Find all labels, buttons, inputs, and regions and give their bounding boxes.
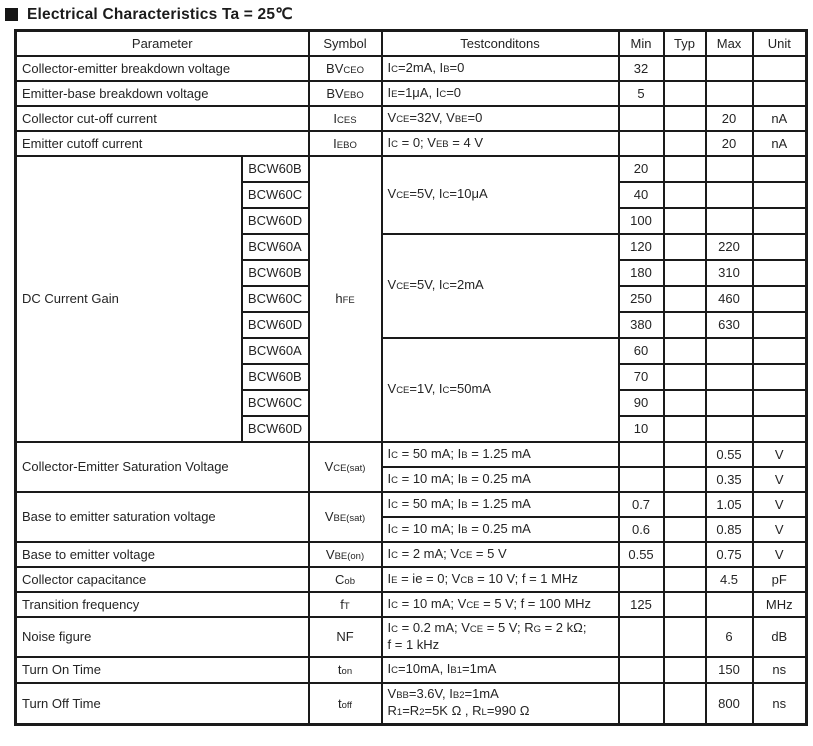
symbol-cell: VCE(sat): [309, 442, 382, 492]
unit-cell: [753, 260, 807, 286]
typ-cell: [664, 312, 706, 338]
condition-cell: IC = 2 mA; VCE = 5 V: [382, 542, 619, 567]
parameter-cell: Turn Off Time: [16, 683, 309, 725]
min-cell: 100: [619, 208, 664, 234]
model-cell: BCW60A: [242, 234, 309, 260]
model-cell: BCW60B: [242, 156, 309, 182]
typ-cell: [664, 390, 706, 416]
model-cell: BCW60C: [242, 182, 309, 208]
unit-cell: [753, 234, 807, 260]
typ-cell: [664, 56, 706, 81]
min-cell: 10: [619, 416, 664, 442]
unit-cell: V: [753, 517, 807, 542]
max-cell: 310: [706, 260, 753, 286]
header-symbol: Symbol: [309, 31, 382, 56]
min-cell: 120: [619, 234, 664, 260]
symbol-cell: IEBO: [309, 131, 382, 156]
max-cell: 220: [706, 234, 753, 260]
table-row: [16, 442, 807, 467]
typ-cell: [664, 592, 706, 617]
unit-cell: [753, 286, 807, 312]
max-cell: 0.35: [706, 467, 753, 492]
max-cell: 6: [706, 617, 753, 657]
typ-cell: [664, 567, 706, 592]
parameter-cell: Base to emitter voltage: [16, 542, 309, 567]
max-cell: 0.55: [706, 442, 753, 467]
symbol-cell: VBE(on): [309, 542, 382, 567]
min-cell: 32: [619, 56, 664, 81]
parameter-cell: Noise figure: [16, 617, 309, 657]
unit-cell: [753, 416, 807, 442]
symbol-cell: BVEBO: [309, 81, 382, 106]
section-header: [5, 6, 813, 22]
unit-cell: ns: [753, 683, 807, 725]
table-row: [16, 56, 807, 81]
unit-cell: MHz: [753, 592, 807, 617]
header-unit: Unit: [753, 31, 807, 56]
typ-cell: [664, 156, 706, 182]
max-cell: [706, 364, 753, 390]
max-cell: 0.75: [706, 542, 753, 567]
typ-cell: [664, 81, 706, 106]
symbol-cell: hFE: [309, 156, 382, 442]
table-row: [16, 131, 807, 156]
min-cell: [619, 683, 664, 725]
min-cell: 180: [619, 260, 664, 286]
parameter-cell: Emitter-base breakdown voltage: [16, 81, 309, 106]
parameter-cell: Emitter cutoff current: [16, 131, 309, 156]
condition-cell: IC = 0.2 mA; VCE = 5 V; RG = 2 kΩ; f = 1 kHz: [382, 617, 619, 657]
typ-cell: [664, 260, 706, 286]
condition-cell: IC = 10 mA; IB = 0.25 mA: [382, 467, 619, 492]
min-cell: [619, 567, 664, 592]
typ-cell: [664, 657, 706, 683]
unit-cell: [753, 312, 807, 338]
model-cell: BCW60A: [242, 338, 309, 364]
max-cell: [706, 390, 753, 416]
typ-cell: [664, 492, 706, 517]
electrical-characteristics-table: [14, 29, 808, 726]
header-min: Min: [619, 31, 664, 56]
max-cell: 800: [706, 683, 753, 725]
typ-cell: [664, 364, 706, 390]
model-cell: BCW60D: [242, 208, 309, 234]
min-cell: 0.7: [619, 492, 664, 517]
table-row: [16, 106, 807, 131]
min-cell: 0.6: [619, 517, 664, 542]
header-testconditions: Testconditons: [382, 31, 619, 56]
min-cell: 60: [619, 338, 664, 364]
table-row: [16, 81, 807, 106]
unit-cell: [753, 390, 807, 416]
unit-cell: pF: [753, 567, 807, 592]
max-cell: [706, 156, 753, 182]
typ-cell: [664, 683, 706, 725]
typ-cell: [664, 234, 706, 260]
table-row: [16, 156, 807, 182]
header-parameter: Parameter: [16, 31, 309, 56]
parameter-cell: Collector cut-off current: [16, 106, 309, 131]
condition-cell: VCE=5V, IC=2mA: [382, 234, 619, 338]
min-cell: 5: [619, 81, 664, 106]
min-cell: [619, 617, 664, 657]
typ-cell: [664, 208, 706, 234]
max-cell: 150: [706, 657, 753, 683]
symbol-cell: VBE(sat): [309, 492, 382, 542]
min-cell: 250: [619, 286, 664, 312]
table-header-row: [16, 31, 807, 56]
typ-cell: [664, 617, 706, 657]
min-cell: [619, 442, 664, 467]
typ-cell: [664, 542, 706, 567]
symbol-cell: NF: [309, 617, 382, 657]
model-cell: BCW60D: [242, 312, 309, 338]
unit-cell: [753, 182, 807, 208]
max-cell: 630: [706, 312, 753, 338]
condition-cell: IC=10mA, IB1=1mA: [382, 657, 619, 683]
parameter-cell: Collector-Emitter Saturation Voltage: [16, 442, 309, 492]
table-row: [16, 492, 807, 517]
section-title: Electrical Characteristics Ta = 25℃: [27, 5, 293, 23]
parameter-cell: Collector capacitance: [16, 567, 309, 592]
symbol-cell: BVCEO: [309, 56, 382, 81]
condition-cell: IC = 0; VEB = 4 V: [382, 131, 619, 156]
symbol-cell: ICES: [309, 106, 382, 131]
table-row: [16, 657, 807, 683]
min-cell: 0.55: [619, 542, 664, 567]
unit-cell: [753, 364, 807, 390]
symbol-cell: fT: [309, 592, 382, 617]
symbol-cell: toff: [309, 683, 382, 725]
condition-cell: IC = 10 mA; IB = 0.25 mA: [382, 517, 619, 542]
max-cell: [706, 182, 753, 208]
table-row: [16, 617, 807, 657]
max-cell: 460: [706, 286, 753, 312]
condition-cell: IC=2mA, IB=0: [382, 56, 619, 81]
model-cell: BCW60C: [242, 390, 309, 416]
condition-cell: VCE=32V, VBE=0: [382, 106, 619, 131]
max-cell: [706, 208, 753, 234]
condition-cell: IC = 10 mA; VCE = 5 V; f = 100 MHz: [382, 592, 619, 617]
parameter-cell: DC Current Gain: [16, 156, 242, 442]
typ-cell: [664, 416, 706, 442]
symbol-cell: ton: [309, 657, 382, 683]
unit-cell: V: [753, 542, 807, 567]
typ-cell: [664, 338, 706, 364]
unit-cell: V: [753, 442, 807, 467]
unit-cell: [753, 338, 807, 364]
parameter-cell: Turn On Time: [16, 657, 309, 683]
min-cell: 125: [619, 592, 664, 617]
condition-cell: IC = 50 mA; IB = 1.25 mA: [382, 492, 619, 517]
unit-cell: nA: [753, 106, 807, 131]
min-cell: [619, 131, 664, 156]
unit-cell: V: [753, 492, 807, 517]
condition-cell: VBB=3.6V, IB2=1mA R1=R2=5K Ω , RL=990 Ω: [382, 683, 619, 725]
symbol-cell: Cob: [309, 567, 382, 592]
min-cell: 380: [619, 312, 664, 338]
unit-cell: [753, 56, 807, 81]
model-cell: BCW60D: [242, 416, 309, 442]
typ-cell: [664, 442, 706, 467]
condition-cell: IC = 50 mA; IB = 1.25 mA: [382, 442, 619, 467]
table-row: [16, 542, 807, 567]
table-row: [16, 567, 807, 592]
typ-cell: [664, 286, 706, 312]
max-cell: [706, 416, 753, 442]
model-cell: BCW60B: [242, 260, 309, 286]
max-cell: 0.85: [706, 517, 753, 542]
header-max: Max: [706, 31, 753, 56]
section-bullet-icon: [5, 8, 18, 21]
typ-cell: [664, 467, 706, 492]
max-cell: 4.5: [706, 567, 753, 592]
max-cell: [706, 592, 753, 617]
condition-cell: VCE=5V, IC=10μA: [382, 156, 619, 234]
header-typ: Typ: [664, 31, 706, 56]
typ-cell: [664, 182, 706, 208]
unit-cell: dB: [753, 617, 807, 657]
typ-cell: [664, 517, 706, 542]
min-cell: [619, 106, 664, 131]
unit-cell: ns: [753, 657, 807, 683]
min-cell: 40: [619, 182, 664, 208]
min-cell: 70: [619, 364, 664, 390]
table-row: [16, 683, 807, 725]
max-cell: 20: [706, 131, 753, 156]
condition-cell: IE = ie = 0; VCB = 10 V; f = 1 MHz: [382, 567, 619, 592]
parameter-cell: Base to emitter saturation voltage: [16, 492, 309, 542]
parameter-cell: Collector-emitter breakdown voltage: [16, 56, 309, 81]
max-cell: [706, 81, 753, 106]
max-cell: 1.05: [706, 492, 753, 517]
unit-cell: [753, 156, 807, 182]
unit-cell: [753, 208, 807, 234]
condition-cell: VCE=1V, IC=50mA: [382, 338, 619, 442]
max-cell: 20: [706, 106, 753, 131]
model-cell: BCW60C: [242, 286, 309, 312]
unit-cell: nA: [753, 131, 807, 156]
parameter-cell: Transition frequency: [16, 592, 309, 617]
typ-cell: [664, 106, 706, 131]
model-cell: BCW60B: [242, 364, 309, 390]
max-cell: [706, 56, 753, 81]
min-cell: [619, 657, 664, 683]
min-cell: [619, 467, 664, 492]
typ-cell: [664, 131, 706, 156]
unit-cell: [753, 81, 807, 106]
min-cell: 20: [619, 156, 664, 182]
min-cell: 90: [619, 390, 664, 416]
condition-cell: IE=1μA, IC=0: [382, 81, 619, 106]
table-row: [16, 592, 807, 617]
max-cell: [706, 338, 753, 364]
unit-cell: V: [753, 467, 807, 492]
